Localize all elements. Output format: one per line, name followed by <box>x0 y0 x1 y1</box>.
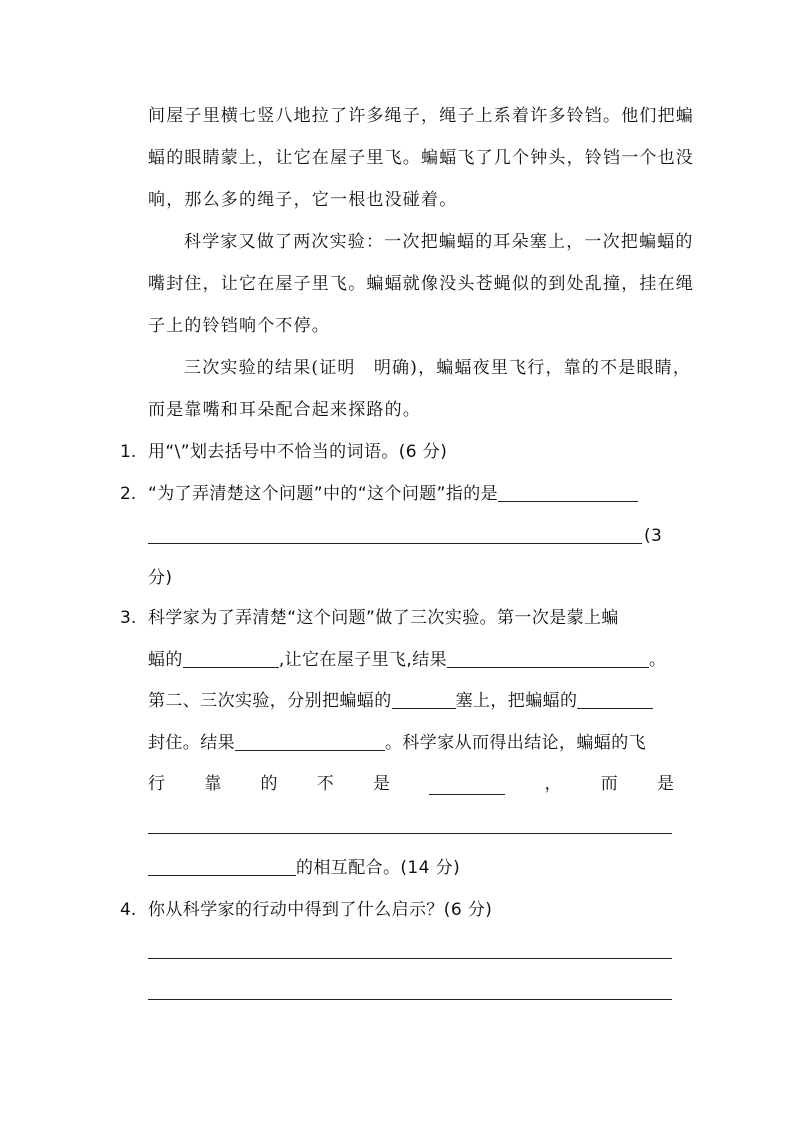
question-3-text: 蝠的 <box>148 650 183 670</box>
question-2-score: 分) <box>148 568 173 588</box>
question-3-text: 第二、三次实验，分别把蝙蝠的 <box>148 691 392 711</box>
question-3-char: 而 <box>600 774 618 794</box>
question-3-char: 靠 <box>204 774 222 794</box>
answer-blank[interactable] <box>235 732 385 751</box>
answer-line[interactable] <box>148 958 672 959</box>
answer-line[interactable] <box>148 833 672 834</box>
question-2-score: (3 <box>644 526 663 546</box>
question-3-text: 。科学家从而得出结论，蝙蝠的飞 <box>385 733 646 753</box>
passage-line: 蝠的眼睛蒙上，让它在屋子里飞。蝙蝠飞了几个钟头，铃铛一个也没 <box>148 148 694 168</box>
passage-line: 响，那么多的绳子，它一根也没碰着。 <box>148 190 458 210</box>
question-number: 3. <box>120 608 137 628</box>
passage-line: 科学家又做了两次实验：一次把蝙蝠的耳朵塞上，一次把蝙蝠的 <box>184 232 694 252</box>
question-2-line <box>148 483 638 505</box>
passage-line: 三次实验的结果(证明 明确)，蝙蝠夜里飞行，靠的不是眼睛， <box>184 358 692 378</box>
question-3-char: 是 <box>373 774 390 794</box>
question-3-line <box>148 732 646 754</box>
answer-blank[interactable] <box>392 690 456 709</box>
question-3-char: ， <box>544 774 562 794</box>
question-3-line: 科学家为了弄清楚“这个问题”做了三次实验。第一次是蒙上蝙 <box>148 608 619 628</box>
answer-line[interactable] <box>148 543 642 544</box>
passage-line: 子上的铃铛响个不停。 <box>148 316 330 336</box>
question-3-line <box>148 690 653 712</box>
answer-blank[interactable] <box>183 649 279 668</box>
question-3-char: 行 <box>148 774 165 794</box>
question-4-text: 你从科学家的行动中得到了什么启示？(6 分) <box>148 900 493 920</box>
answer-blank[interactable] <box>447 649 649 668</box>
passage-line: 而是靠嘴和耳朵配合起来探路的。 <box>148 400 421 420</box>
question-number: 1. <box>120 442 137 462</box>
answer-blank[interactable] <box>429 776 505 795</box>
question-3-text: 塞上，把蝙蝠的 <box>455 691 578 711</box>
question-3-char: 的 <box>260 774 278 794</box>
answer-line[interactable] <box>148 999 672 1000</box>
answer-blank[interactable] <box>148 857 296 876</box>
question-number: 4. <box>120 900 137 920</box>
passage-line: 间屋子里横七竖八地拉了许多绳子，绳子上系着许多铃铛。他们把蝙 <box>148 106 694 126</box>
question-3-char: 不 <box>316 774 334 794</box>
passage-line: 嘴封住，让它在屋子里飞。蝙蝠就像没头苍蝇似的到处乱撞，挂在绳 <box>148 274 694 294</box>
question-3-line <box>148 857 460 879</box>
question-3-spread-line <box>148 773 674 795</box>
question-3-text: 的相互配合。(14 分) <box>296 858 461 878</box>
question-3-text: 。 <box>649 650 667 670</box>
question-3-char: 是 <box>657 774 674 794</box>
question-1-text: 用“\”划去括号中不恰当的词语。(6 分) <box>148 442 448 462</box>
answer-blank[interactable] <box>498 483 638 502</box>
answer-blank[interactable] <box>577 690 653 709</box>
question-3-text: ,让它在屋子里飞,结果 <box>278 650 448 670</box>
question-3-line <box>148 649 666 671</box>
question-3-text: 封住。结果 <box>148 733 235 753</box>
question-number: 2. <box>120 484 137 504</box>
question-2-text: “为了弄清楚这个问题”中的“这个问题”指的是 <box>148 484 499 504</box>
